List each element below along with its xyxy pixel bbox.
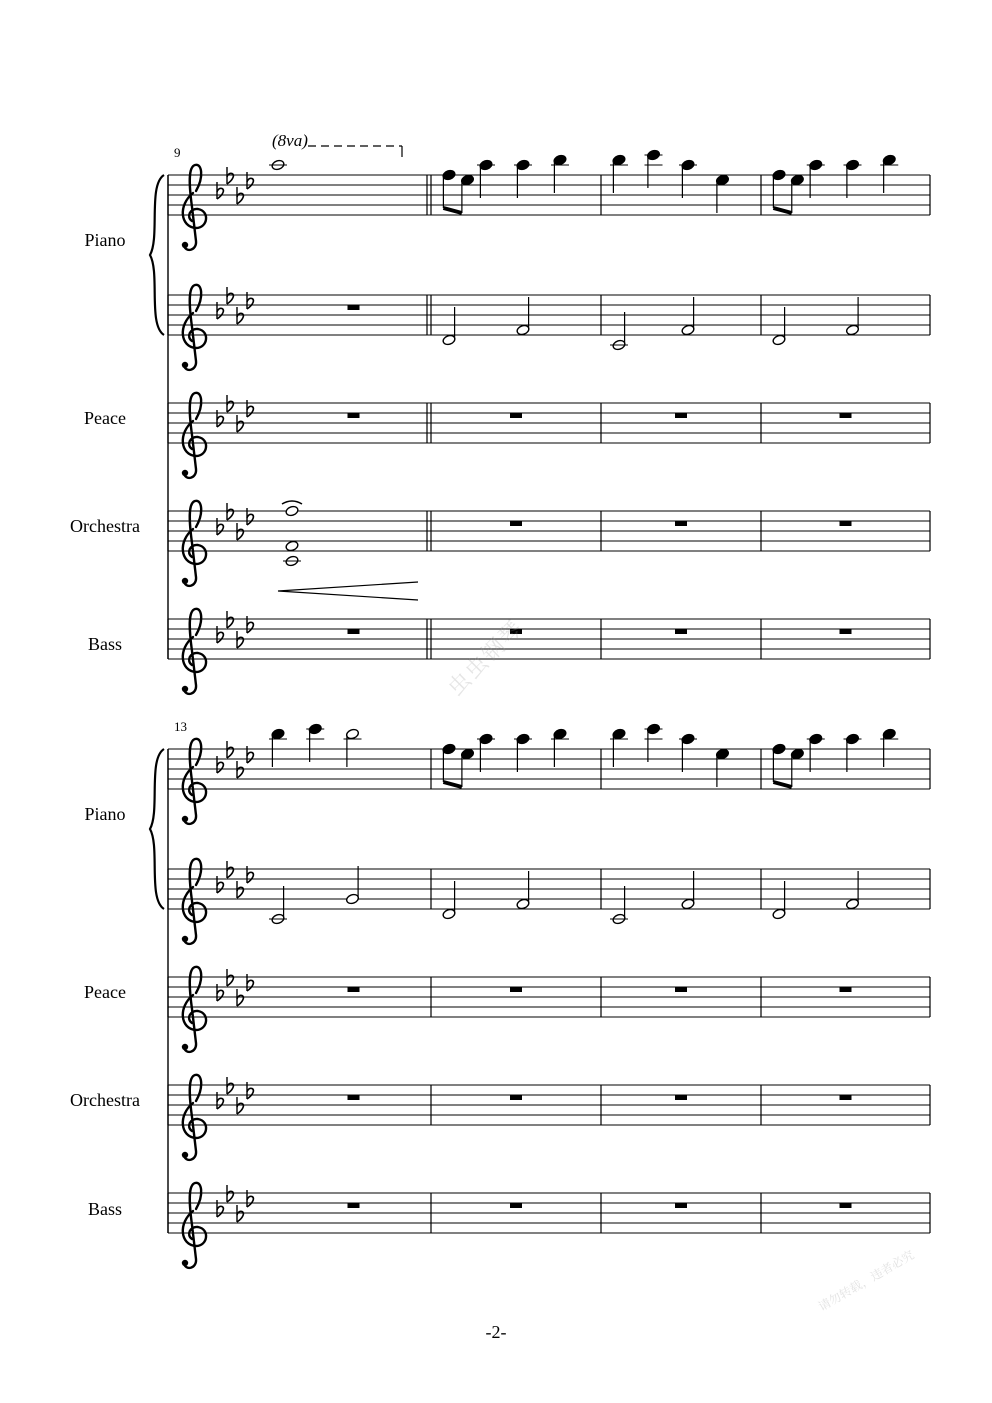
ottava-label: (8va) bbox=[272, 131, 308, 150]
notehead bbox=[516, 324, 530, 336]
beam bbox=[773, 208, 791, 213]
instrument-label: Bass bbox=[87, 634, 123, 654]
notehead bbox=[790, 748, 804, 760]
treble-clef-icon bbox=[182, 393, 206, 478]
whole-rest-icon bbox=[348, 1095, 360, 1100]
instrument-label: Peace bbox=[84, 982, 126, 1002]
piano-brace bbox=[150, 749, 164, 909]
tie bbox=[282, 501, 302, 504]
treble-clef-icon bbox=[182, 1075, 206, 1160]
treble-clef-icon bbox=[182, 165, 206, 250]
whole-rest-icon bbox=[348, 1203, 360, 1208]
treble-clef-icon bbox=[182, 967, 206, 1052]
whole-rest-icon bbox=[675, 987, 687, 992]
whole-rest-icon bbox=[840, 987, 852, 992]
whole-rest-icon bbox=[510, 521, 522, 526]
instrument-label: Bass bbox=[87, 1199, 123, 1219]
beam bbox=[443, 782, 462, 787]
notehead bbox=[845, 898, 859, 910]
notehead bbox=[845, 324, 859, 336]
treble-clef-icon bbox=[182, 285, 206, 370]
notehead bbox=[553, 728, 567, 740]
instrument-label: Peace bbox=[84, 408, 126, 428]
whole-rest-icon bbox=[840, 413, 852, 418]
measure-number: 9 bbox=[174, 145, 181, 160]
whole-rest-icon bbox=[348, 413, 360, 418]
whole-rest-icon bbox=[348, 629, 360, 634]
notehead bbox=[882, 154, 896, 166]
piano-brace bbox=[150, 175, 164, 335]
notehead bbox=[345, 728, 359, 740]
staff-lines-layer bbox=[150, 165, 930, 1268]
whole-rest-icon bbox=[840, 629, 852, 634]
treble-clef-icon bbox=[182, 1183, 206, 1268]
whole-rest-icon bbox=[510, 987, 522, 992]
whole-rest-icon bbox=[675, 1203, 687, 1208]
page-number: -2- bbox=[485, 1322, 507, 1342]
notehead bbox=[516, 898, 530, 910]
instrument-label: Piano bbox=[84, 230, 126, 250]
notehead bbox=[790, 174, 804, 186]
whole-rest-icon bbox=[510, 1203, 522, 1208]
notehead bbox=[715, 748, 729, 760]
notehead bbox=[285, 540, 299, 552]
whole-rest-icon bbox=[675, 413, 687, 418]
treble-clef-icon bbox=[182, 501, 206, 586]
notehead bbox=[882, 728, 896, 740]
notehead bbox=[271, 728, 285, 740]
notehead bbox=[612, 154, 626, 166]
whole-rest-icon bbox=[510, 1095, 522, 1100]
whole-rest-icon bbox=[675, 521, 687, 526]
beam bbox=[773, 782, 791, 787]
notehead bbox=[681, 324, 695, 336]
watermark-corner: 请勿转载，违者必究 bbox=[816, 1247, 917, 1314]
notehead bbox=[772, 334, 786, 346]
notehead bbox=[442, 743, 456, 755]
whole-rest-icon bbox=[675, 629, 687, 634]
notehead bbox=[772, 908, 786, 920]
diminuendo-hairpin bbox=[278, 582, 418, 600]
notehead bbox=[345, 893, 359, 905]
whole-rest-icon bbox=[840, 521, 852, 526]
whole-rest-icon bbox=[348, 987, 360, 992]
instrument-label: Orchestra bbox=[70, 1090, 140, 1110]
notehead bbox=[553, 154, 567, 166]
whole-rest-icon bbox=[510, 413, 522, 418]
notehead bbox=[460, 174, 474, 186]
whole-rest-icon bbox=[675, 1095, 687, 1100]
instrument-label: Orchestra bbox=[70, 516, 140, 536]
notehead bbox=[442, 169, 456, 181]
notehead bbox=[715, 174, 729, 186]
notehead bbox=[772, 169, 786, 181]
notehead bbox=[442, 908, 456, 920]
notehead bbox=[460, 748, 474, 760]
whole-rest-icon bbox=[840, 1095, 852, 1100]
beam bbox=[443, 208, 462, 213]
whole-rest-icon bbox=[840, 1203, 852, 1208]
watermark-center: 虫虫钢琴 bbox=[443, 615, 530, 702]
treble-clef-icon bbox=[182, 859, 206, 944]
notehead bbox=[285, 505, 299, 517]
notehead bbox=[442, 334, 456, 346]
notehead bbox=[681, 898, 695, 910]
instrument-label: Piano bbox=[84, 804, 126, 824]
measure-number: 13 bbox=[174, 719, 187, 734]
notehead bbox=[612, 728, 626, 740]
treble-clef-icon bbox=[182, 739, 206, 824]
treble-clef-icon bbox=[182, 609, 206, 694]
notehead bbox=[772, 743, 786, 755]
whole-rest-icon bbox=[348, 305, 360, 310]
